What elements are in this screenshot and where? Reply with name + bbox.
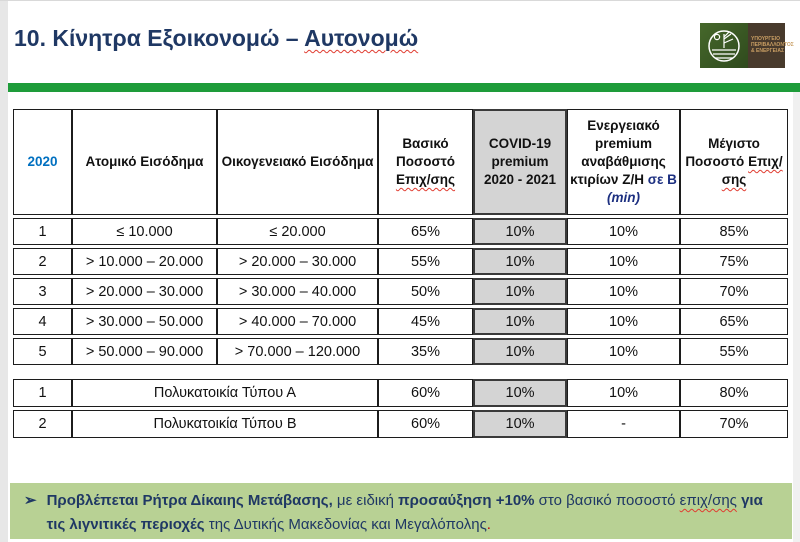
basic-rate: 50% xyxy=(378,278,473,305)
table-row xyxy=(13,278,788,305)
row-number: 2 xyxy=(13,410,72,438)
header-basic-rate: Βασικό Ποσοστό Επιχ/σης xyxy=(378,109,473,215)
ministry-logo-emblem-icon xyxy=(700,23,748,68)
row-number: 3 xyxy=(13,278,72,305)
row-number: 5 xyxy=(13,338,72,365)
individual-income: > 50.000 – 90.000 xyxy=(72,338,217,365)
basic-rate: 55% xyxy=(378,248,473,275)
energy-premium: 10% xyxy=(567,379,680,407)
max-rate: 70% xyxy=(680,278,788,305)
energy-premium: 10% xyxy=(567,338,680,365)
subsidy-table-apartment-buildings xyxy=(13,376,788,441)
subsidy-table-income xyxy=(13,106,788,368)
covid-premium: 10% xyxy=(473,410,567,438)
note-bullet-arrow-icon: ➢ xyxy=(24,492,37,509)
ministry-name-line1: ΥΠΟΥΡΓΕΙΟ xyxy=(751,36,780,42)
family-income: ≤ 20.000 xyxy=(217,218,378,245)
family-income: > 30.000 – 40.000 xyxy=(217,278,378,305)
header-individual-income: Ατομικό Εισόδημα xyxy=(72,109,217,215)
covid-premium: 10% xyxy=(473,379,567,407)
building-type: Πολυκατοικία Τύπου Α xyxy=(72,379,378,407)
ministry-logo-text xyxy=(748,23,794,68)
note-text: Προβλέπεται Ρήτρα Δίκαιης Μετάβασης, με ειδική προσαύξηση +10% στο βασικό ποσοστό επιχ/σης για τις λιγνιτικές περιοχές της Δυτικής Μακεδονίας και Μεγαλόπολης. xyxy=(46,492,763,533)
individual-income: > 20.000 – 30.000 xyxy=(72,278,217,305)
max-rate: 75% xyxy=(680,248,788,275)
basic-rate: 65% xyxy=(378,218,473,245)
table-row xyxy=(13,308,788,335)
individual-income: ≤ 10.000 xyxy=(72,218,217,245)
energy-premium: 10% xyxy=(567,218,680,245)
family-income: > 20.000 – 30.000 xyxy=(217,248,378,275)
covid-premium: 10% xyxy=(473,338,567,365)
page-right-edge xyxy=(793,92,800,542)
page-title-text: 10. Κίνητρα Εξοικονομώ – xyxy=(14,25,305,51)
max-rate: 85% xyxy=(680,218,788,245)
energy-premium: 10% xyxy=(567,308,680,335)
family-income: > 40.000 – 70.000 xyxy=(217,308,378,335)
building-type: Πολυκατοικία Τύπου Β xyxy=(72,410,378,438)
basic-rate: 60% xyxy=(378,379,473,407)
header-family-income: Οικογενειακό Εισόδημα xyxy=(217,109,378,215)
covid-premium: 10% xyxy=(473,248,567,275)
ministry-logo xyxy=(700,23,794,68)
header-max-rate: Μέγιστο Ποσοστό Επιχ/σης xyxy=(680,109,788,215)
just-transition-note xyxy=(10,483,792,539)
row-number: 1 xyxy=(13,218,72,245)
covid-premium: 10% xyxy=(473,308,567,335)
basic-rate: 60% xyxy=(378,410,473,438)
individual-income: > 30.000 – 50.000 xyxy=(72,308,217,335)
table-row xyxy=(13,338,788,365)
covid-premium: 10% xyxy=(473,278,567,305)
family-income: > 70.000 – 120.000 xyxy=(217,338,378,365)
ministry-name-line3: & ΕΝΕΡΓΕΙΑΣ xyxy=(751,48,784,54)
energy-premium: - xyxy=(567,410,680,438)
energy-premium: 10% xyxy=(567,248,680,275)
max-rate: 70% xyxy=(680,410,788,438)
max-rate: 80% xyxy=(680,379,788,407)
basic-rate: 45% xyxy=(378,308,473,335)
row-number: 4 xyxy=(13,308,72,335)
header-covid-premium: COVID-19 premium 2020 - 2021 xyxy=(473,109,567,215)
ministry-name-line2: ΠΕΡΙΒΑΛΛΟΝΤΟΣ xyxy=(751,42,794,48)
page-title-last-word: Αυτονομώ xyxy=(304,25,419,51)
table-row xyxy=(13,218,788,245)
max-rate: 55% xyxy=(680,338,788,365)
row-number: 1 xyxy=(13,379,72,407)
covid-premium: 10% xyxy=(473,218,567,245)
page-left-edge xyxy=(0,1,8,542)
table-row xyxy=(13,379,788,407)
max-rate: 65% xyxy=(680,308,788,335)
table-row xyxy=(13,248,788,275)
table-header-row xyxy=(13,109,788,215)
header-energy-premium: Ενεργειακό premium αναβάθμισης κτιρίων Ζ/Η σε Β (min) xyxy=(567,109,680,215)
individual-income: > 10.000 – 20.000 xyxy=(72,248,217,275)
basic-rate: 35% xyxy=(378,338,473,365)
header-year: 2020 xyxy=(13,109,72,215)
row-number: 2 xyxy=(13,248,72,275)
energy-premium: 10% xyxy=(567,278,680,305)
page-title xyxy=(14,25,418,52)
table-row xyxy=(13,410,788,438)
title-divider-bar xyxy=(8,83,800,92)
